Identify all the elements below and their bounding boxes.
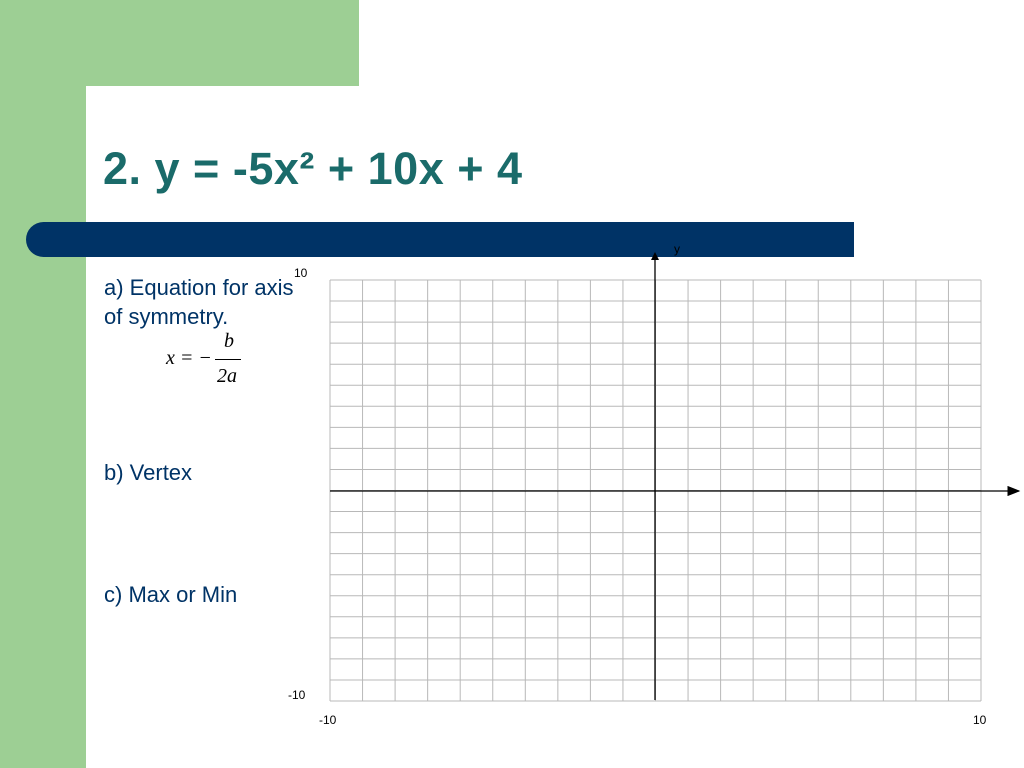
formula-lhs: x = − (166, 347, 212, 369)
y-axis-label: y (674, 242, 680, 256)
formula-numerator: b (224, 330, 234, 352)
y-axis-arrowhead (651, 252, 659, 260)
x-max-label: 10 (973, 713, 987, 727)
question-a-line1: a) Equation for axis (104, 275, 294, 300)
question-b: b) Vertex (104, 460, 193, 485)
question-a-line2: of symmetry. (104, 304, 229, 329)
x-min-label: -10 (319, 713, 337, 727)
y-min-label: -10 (288, 688, 306, 702)
slide-title: 2. y = -5x² + 10x + 4 (103, 143, 523, 194)
question-c: c) Max or Min (104, 582, 238, 607)
y-max-label: 10 (294, 266, 308, 280)
formula-denominator: 2a (217, 365, 237, 387)
